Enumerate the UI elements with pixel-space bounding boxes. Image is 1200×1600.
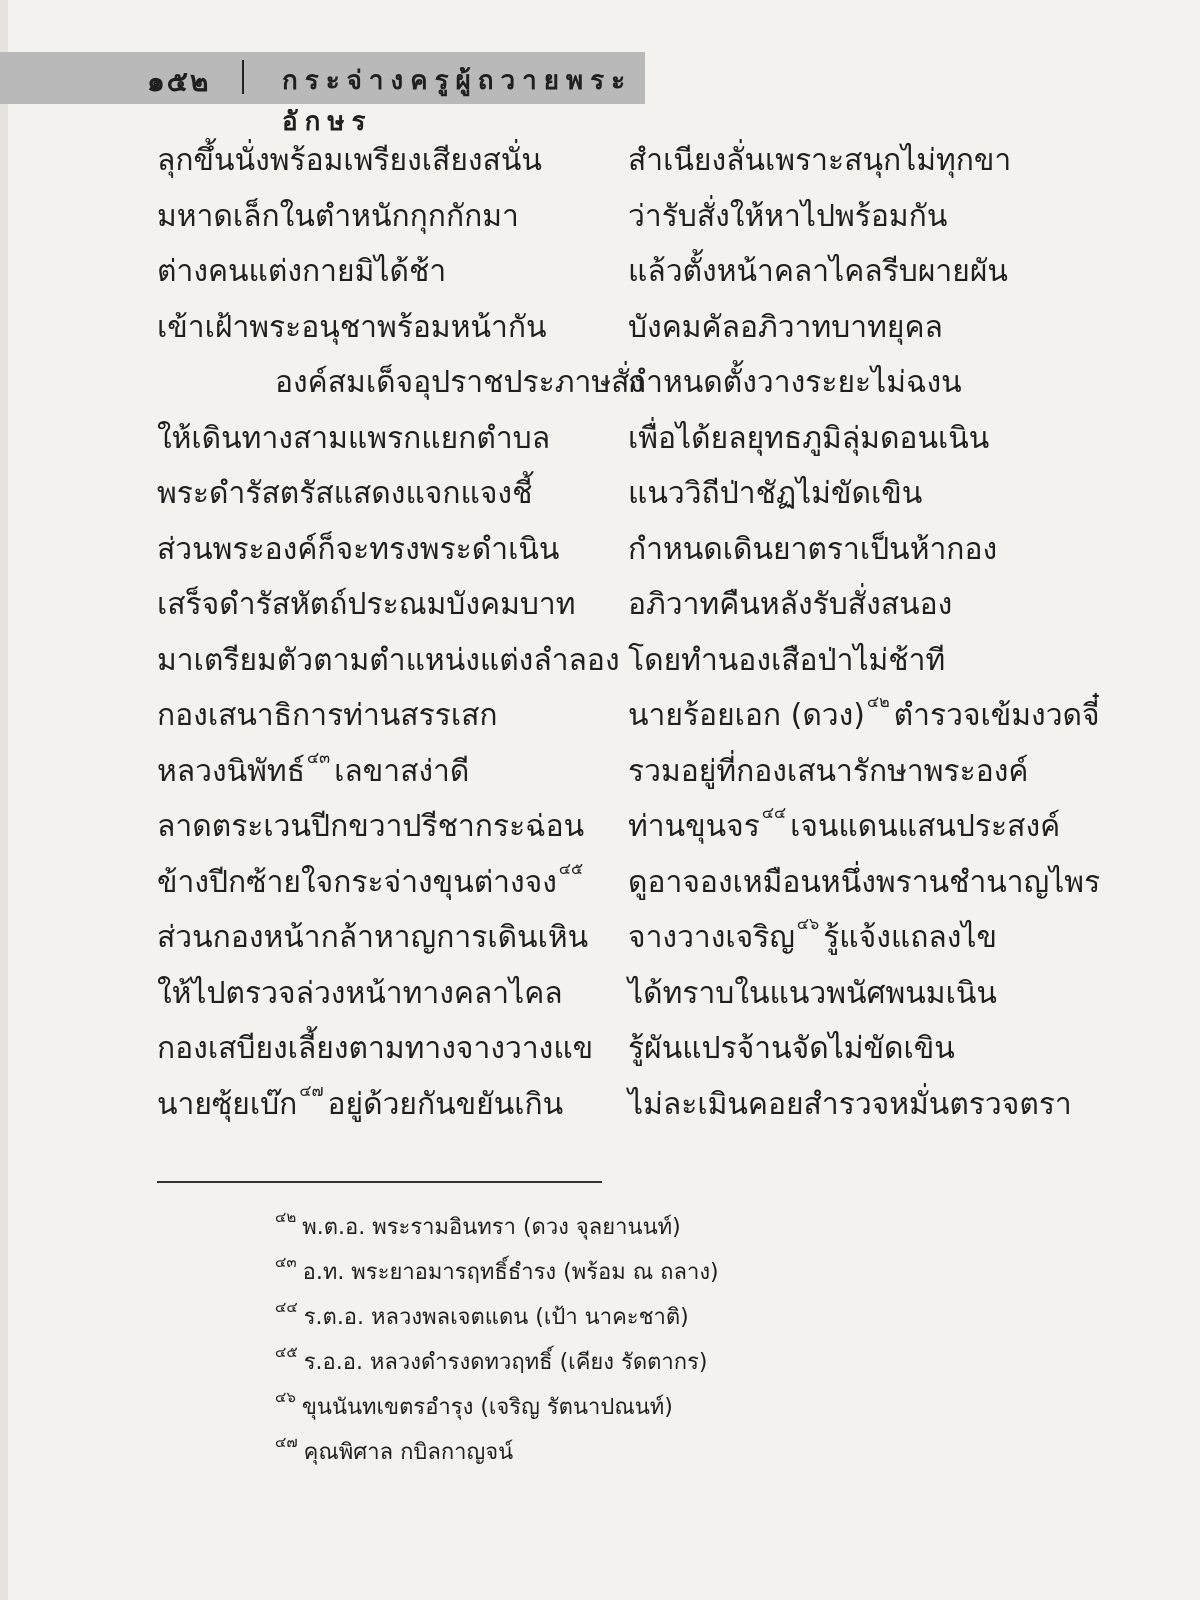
poem-line-text: ดูอาจองเหมือนหนึ่งพรานชำนาญไพร (628, 864, 1101, 900)
poem-line-text: มาเตรียมตัวตามตำแหน่งแต่งลำลอง (157, 642, 620, 678)
poem-line (628, 1021, 1068, 1077)
poem-line (157, 688, 627, 744)
footnote-item (275, 1250, 719, 1295)
poem-line (157, 300, 627, 356)
poem-line (628, 355, 1068, 411)
footnote-text: ร.ต.อ. หลวงพลเจตแดน (เป้า นาคะชาติ) (303, 1305, 689, 1330)
poem-line (157, 244, 627, 300)
footnote-item (275, 1295, 719, 1340)
poem-line-text: ว่ารับสั่งให้หาไปพร้อมกัน (628, 198, 948, 234)
poem-line (157, 1077, 627, 1133)
running-title: กระจ่างครูผู้ถวายพระอักษร (282, 66, 633, 137)
footnote-marker: ๔๓ (307, 747, 331, 767)
footnote-marker: ๔๕ (558, 858, 584, 878)
poem-line (628, 411, 1068, 467)
poem-line (628, 1077, 1072, 1133)
poem-line-text: ข้างปีกซ้ายใจกระจ่างขุนต่างจง (157, 864, 557, 900)
poem-line (628, 133, 1068, 189)
poem-left-column (157, 133, 645, 1132)
footnote-item (275, 1385, 719, 1430)
footnote-marker: ๔๒ (867, 692, 890, 711)
poem-line-text: แนววิถีป่าชัฏไม่ขัดเขิน (628, 476, 923, 511)
poem-line (628, 300, 1068, 356)
poem-line (628, 910, 1068, 966)
poem-line-text: องค์สมเด็จอุปราชประภาษสั่ง (275, 365, 645, 400)
poem-line-text: กำหนดเดินยาตราเป็นห้ากอง (628, 531, 998, 567)
poem-line-text: นายซุ้ยเบ๊ก (157, 1086, 298, 1122)
poem-line-text: โดยทำนองเสือป่าไม่ช้าที (628, 642, 946, 678)
poem-line (628, 189, 1068, 245)
poem-line-text: ได้ทราบในแนวพนัศพนมเนิน (628, 975, 997, 1011)
poem-line-text: หลวงนิพัทธ์ (157, 753, 306, 789)
poem-line-text: ส่วนพระองค์ก็จะทรงพระดำเนิน (157, 531, 560, 567)
poem-line-text-continued: ตำรวจเข้มงวดจี๋ (893, 698, 1100, 733)
poem-line-text: เสร็จดำรัสหัตถ์ประณมบังคมบาท (157, 587, 576, 622)
header-divider (242, 60, 244, 94)
footnotes (275, 1205, 719, 1475)
poem-line-text: พระดำรัสตรัสแสดงแจกแจงชี้ (157, 476, 533, 511)
footnote-text: ขุนนันทเขตรอำรุง (เจริญ รัตนาปณนท์) (301, 1395, 673, 1420)
poem-line (628, 799, 1068, 855)
footnote-number: ๔๕ (275, 1343, 298, 1361)
poem-line-text: ท่านขุนจร (628, 809, 760, 844)
poem-line-text: กองเสบียงเลี้ยงตามทางจางวางแข (157, 1031, 594, 1066)
poem-line (628, 466, 1068, 522)
poem-line (157, 577, 627, 633)
footnote-number: ๔๒ (275, 1208, 297, 1226)
poem-line-text: มหาดเล็กในตำหนักกุกกักมา (157, 198, 519, 234)
poem-line (157, 466, 627, 522)
poem-line (157, 855, 627, 911)
poem-line-text: เพื่อได้ยลยุทธภูมิลุ่มดอนเนิน (628, 420, 990, 456)
poem-line-text-continued: รู้แจ้งแถลงไข (823, 920, 997, 955)
poem-line (628, 688, 1100, 744)
footnote-text: พ.ต.อ. พระรามอินทรา (ดวง จุลยานนท์) (302, 1215, 681, 1240)
poem-line (628, 244, 1068, 300)
poem-line-text-continued: เจนแดนแสนประสงค์ (790, 809, 1061, 844)
poem-line-text: ต่างคนแต่งกายมิได้ช้า (157, 254, 447, 289)
poem-line-text: นายร้อยเอก (ดวง) (628, 698, 865, 733)
poem-line (157, 910, 627, 966)
page-number: ๑๕๒ (147, 65, 211, 98)
poem-line (157, 744, 627, 800)
poem-line (157, 966, 627, 1022)
poem-line (157, 133, 627, 189)
poem-line-text: แล้วตั้งหน้าคลาไคลรีบผายผัน (628, 254, 1008, 289)
poem-line-text: รู้ผันแปรจ้านจัดไม่ขัดเขิน (628, 1031, 955, 1066)
poem-line (157, 411, 627, 467)
poem-line (628, 744, 1068, 800)
poem-line-text: บังคมคัลอภิวาทบาทยุคล (628, 309, 943, 345)
poem-line (628, 855, 1101, 911)
footnote-text: ร.อ.อ. หลวงดำรงดทวฤทธิ์ (เคียง รัดตากร) (303, 1350, 708, 1375)
footnote-number: ๔๔ (275, 1298, 298, 1316)
poem-line-text: รวมอยู่ที่กองเสนารักษาพระองค์ (628, 753, 1029, 789)
footnote-item (275, 1430, 719, 1475)
poem-line (628, 577, 1068, 633)
footnote-item (275, 1205, 719, 1250)
footnote-number: ๔๖ (275, 1388, 296, 1406)
poem-line (157, 633, 627, 689)
poem-line-text: จางวางเจริญ (628, 920, 795, 955)
poem-line-text: ให้เดินทางสามแพรกแยกตำบล (157, 420, 551, 456)
footnote-marker: ๔๖ (796, 914, 820, 933)
poem-line-text: ลาดตระเวนปีกขวาปรีชากระฉ่อน (157, 809, 585, 844)
footnote-item (275, 1340, 719, 1385)
poem-line-text: ส่วนกองหน้ากล้าหาญการเดินเหิน (157, 920, 589, 955)
poem-line (157, 522, 627, 578)
poem-line-text: กำหนดตั้งวางระยะไม่ฉงน (628, 365, 962, 400)
poem-line-text: ลุกขึ้นนั่งพร้อมเพรียงเสียงสนั่น (157, 143, 542, 178)
poem-line-text-continued: เลขาสง่าดี (334, 753, 470, 789)
poem-line-text: ให้ไปตรวจล่วงหน้าทางคลาไคล (157, 975, 563, 1011)
footnote-number: ๔๓ (275, 1253, 297, 1271)
poem-line (157, 799, 627, 855)
poem-line-text: อภิวาทคืนหลังรับสั่งสนอง (628, 587, 953, 622)
footnote-marker: ๔๗ (299, 1080, 324, 1100)
poem-line (628, 966, 1068, 1022)
poem-line (157, 1021, 627, 1077)
footnote-rule (157, 1181, 602, 1183)
footnote-marker: ๔๔ (761, 803, 787, 822)
poem-right-column (628, 133, 1101, 1132)
poem-line-text: ไม่ละเมินคอยสำรวจหมั่นตรวจตรา (628, 1086, 1072, 1122)
footnote-number: ๔๗ (275, 1433, 298, 1451)
poem-line (157, 355, 645, 411)
poem-line-text: กองเสนาธิการท่านสรรเสก (157, 698, 498, 733)
poem-line-text: เข้าเฝ้าพระอนุชาพร้อมหน้ากัน (157, 309, 547, 345)
poem-line (628, 522, 1068, 578)
poem-line (628, 633, 1068, 689)
footnote-text: อ.ท. พระยาอมารฤทธิ์ธำรง (พร้อม ณ ถลาง) (302, 1260, 719, 1285)
page-header (0, 52, 645, 137)
poem-line-text: สำเนียงลั่นเพราะสนุกไม่ทุกขา (628, 143, 1012, 178)
page-edge (0, 0, 8, 1600)
poem-line-text-continued: อยู่ด้วยกันขยันเกิน (327, 1086, 564, 1122)
poem-line (157, 189, 627, 245)
footnote-text: คุณพิศาล กบิลกาญจน์ (303, 1440, 514, 1465)
